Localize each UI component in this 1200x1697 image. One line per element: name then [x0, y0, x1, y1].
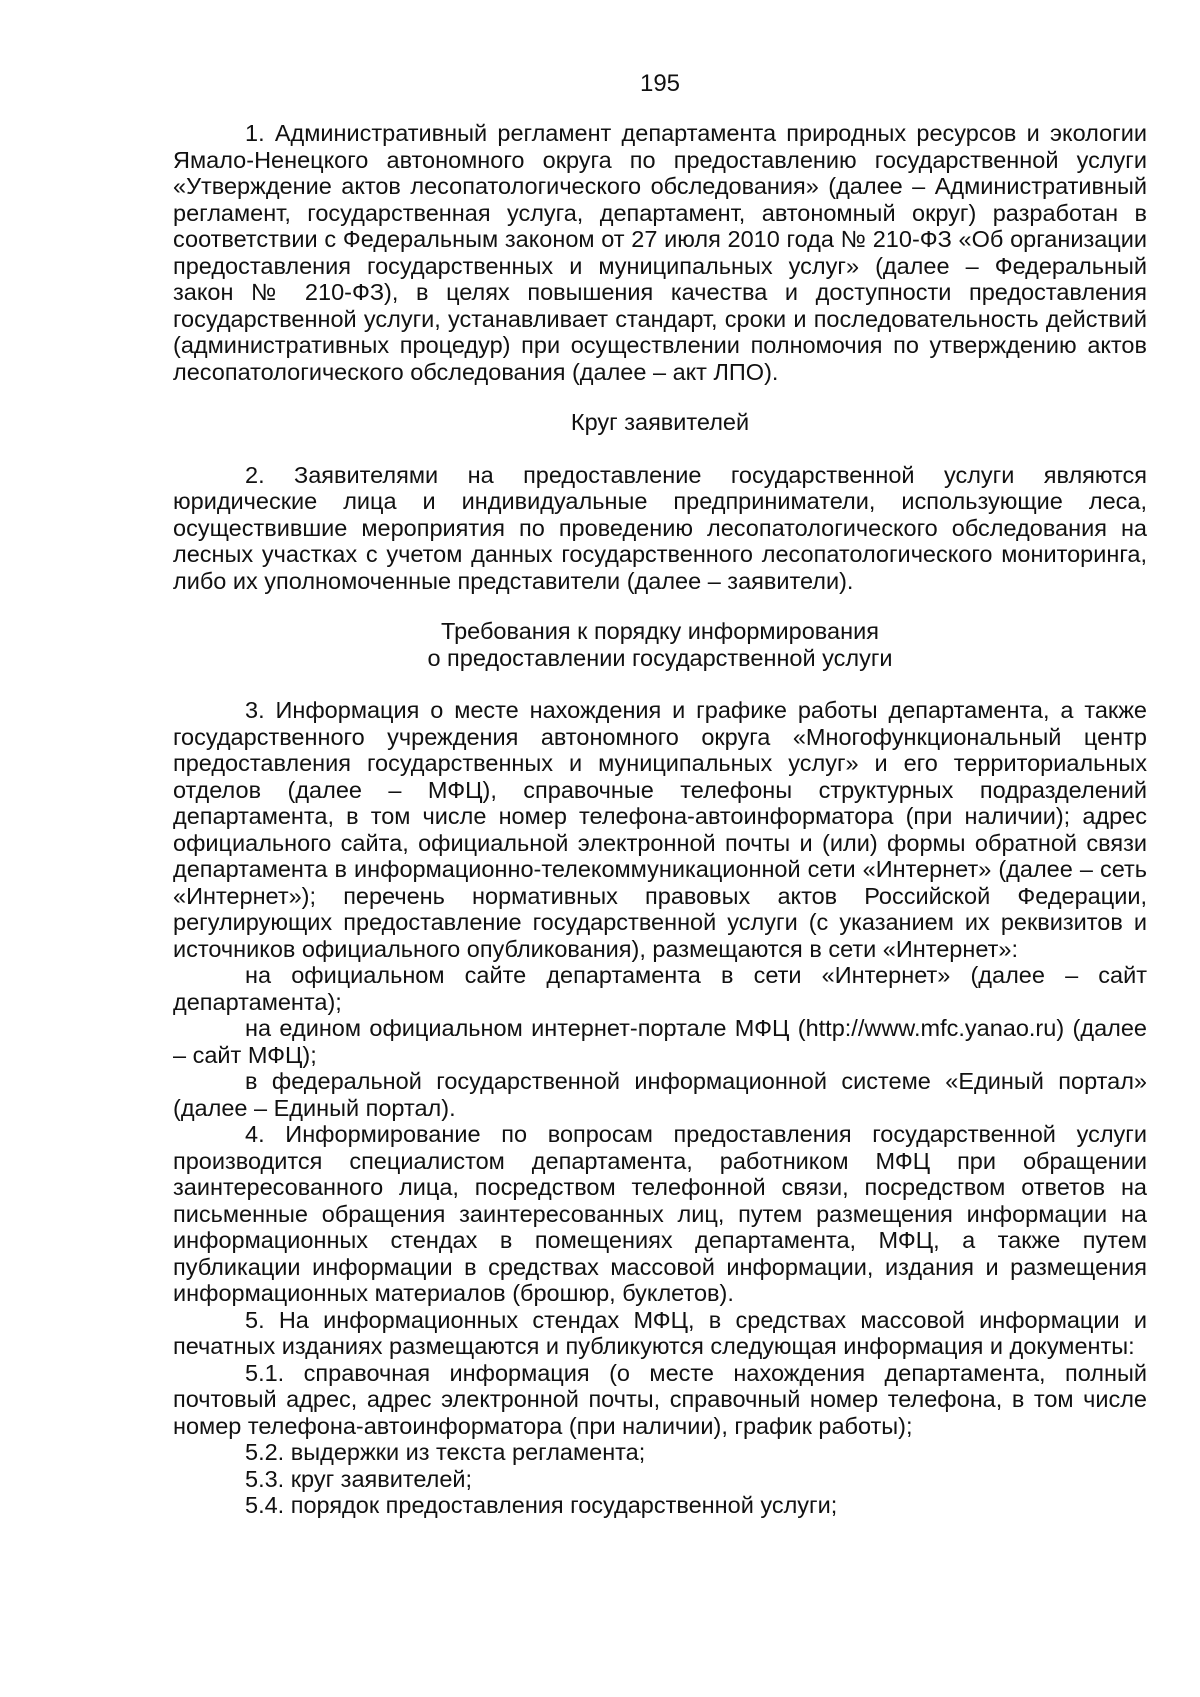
heading-line-2: о предоставлении государственной услуги — [427, 644, 893, 671]
paragraph-3: 3. Информация о месте нахождения и графике работы департамента, а также государственного учреждения автономного округа «Многофункциональный центр предоставления государственных и муниципальных услуг» и его территориальных отделов (далее – МФЦ), справочные телефоны структурных подразделений департамента, в том числе номер телефона-автоинформатора (при наличии); адрес официального сайта, официальной электронной почты и (или) формы обратной связи департамента в информационно-телекоммуникационной сети «Интернет» (далее – сеть «Интернет»); перечень нормативных правовых актов Российской Федерации, регулирующих предоставление государственной услуги (с указанием их реквизитов и источников официального опубликования), размещаются в сети «Интернет»: — [173, 697, 1147, 962]
paragraph-5-2: 5.2. выдержки из текста регламента; — [245, 1439, 646, 1465]
paragraph-2: 2. Заявителями на предоставление государственной услуги являются юридические лица и индивидуальные предприниматели, использующие леса, осуществившие мероприятия по проведению лесопатологического обследования на лесных участках с учетом данных государственного лесопатологического мониторинга, либо их уполномоченные представители (далее – заявители). — [173, 461, 1147, 594]
paragraph-5-4: 5.4. порядок предоставления государственной услуги; — [245, 1492, 838, 1518]
paragraph-5: 5. На информационных стендах МФЦ, в средствах массовой информации и печатных изданиях размещаются и публикуются следующая информация и документы: — [173, 1306, 1147, 1359]
heading-text: Круг заявителей — [570, 409, 750, 435]
section-heading-informing — [173, 618, 1147, 671]
page-number: 195 — [639, 70, 681, 97]
paragraph-3-item-site: на официальном сайте департамента в сети «Интернет» (далее – сайт департамента); — [173, 962, 1147, 1015]
paragraph-3-item-unified-portal: в федеральной государственной информационной системе «Единый портал» (далее – Единый портал). — [173, 1068, 1147, 1121]
section-heading-applicants — [173, 409, 1147, 436]
paragraph-1: 1. Административный регламент департамента природных ресурсов и экологии Ямало-Ненецкого автономного округа по предоставлению государственной услуги «Утверждение актов лесопатологического обследования» (далее – Административный регламент, государственная услуга, департамент, автономный округ) разработан в соответствии с Федеральным законом от 27 июля 2010 года № 210-ФЗ «Об организации предоставления государственных и муниципальных услуг» (далее – Федеральный закон № 210-ФЗ), в целях повышения качества и доступности предоставления государственной услуги, устанавливает стандарт, сроки и последовательность действий (административных процедур) при осуществлении полномочия по утверждению актов лесопатологического обследования (далее – акт ЛПО). — [173, 120, 1147, 385]
heading-line-1: Требования к порядку информирования — [441, 618, 879, 644]
paragraph-4: 4. Информирование по вопросам предоставления государственной услуги производится специалистом департамента, работником МФЦ при обращении заинтересованного лица, посредством телефонной связи, посредством ответов на письменные обращения заинтересованных лиц, путем размещения информации на информационных стендах в помещениях департамента, МФЦ, а также путем публикации информации в средствах массовой информации, издания и размещения информационных материалов (брошюр, буклетов). — [173, 1121, 1147, 1306]
paragraph-5-3: 5.3. круг заявителей; — [245, 1465, 473, 1492]
document-page — [173, 70, 1147, 1519]
paragraph-5-1: 5.1. справочная информация (о месте нахождения департамента, полный почтовый адрес, адрес электронной почты, справочный номер телефона, в том числе номер телефона-автоинформатора (при наличии), график работы); — [173, 1359, 1147, 1439]
paragraph-3-item-mfc-portal: на едином официальном интернет-портале МФЦ (http://www.mfc.yanao.ru) (далее – сайт МФЦ); — [173, 1015, 1147, 1068]
